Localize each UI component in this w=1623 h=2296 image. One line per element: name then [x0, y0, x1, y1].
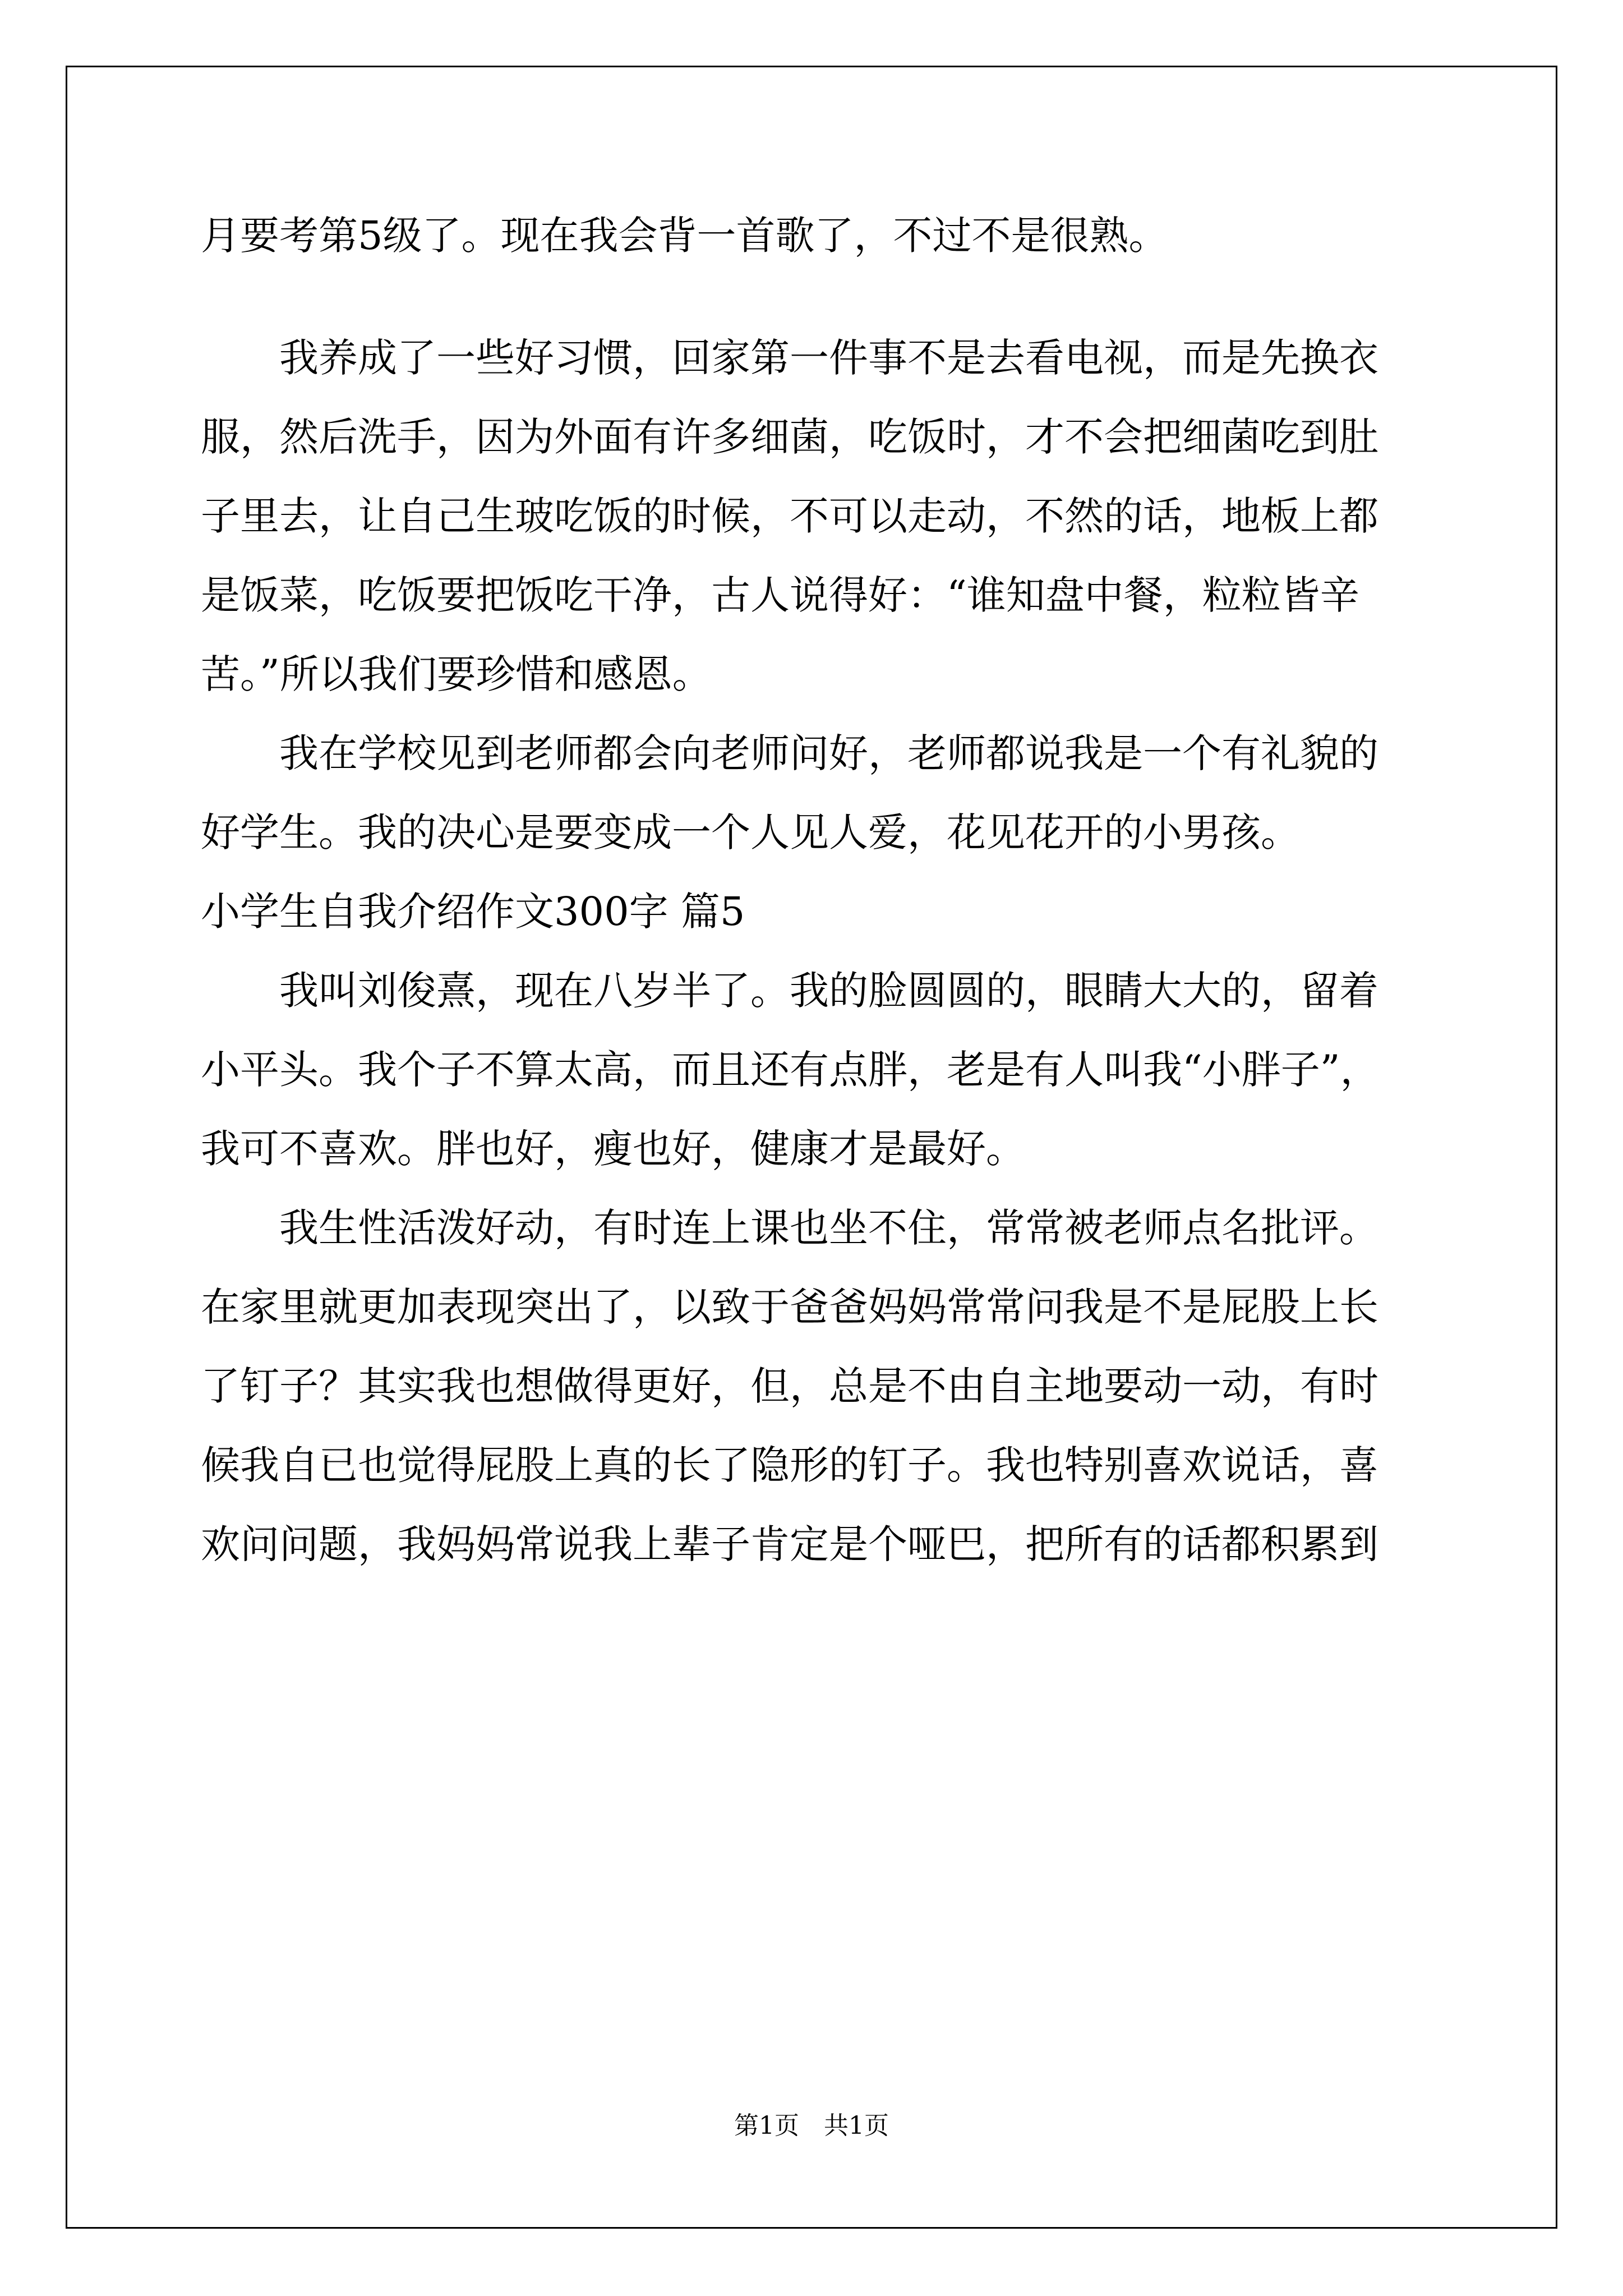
paragraph-first-line: 我生性活泼好动，有时连上课也坐不住，常常被老师点名批评。: [279, 1205, 1378, 1251]
text-line: 小平头。我个子不算太高，而且还有点胖，老是有人叫我“小胖子”，: [201, 1047, 1380, 1093]
text-line: 在家里就更加表现突出了，以致于爸爸妈妈常常问我是不是屁股上长: [201, 1284, 1378, 1330]
text-line: 苦。”所以我们要珍惜和感恩。: [201, 651, 712, 697]
paragraph-first-line: 我叫刘俊熹，现在八岁半了。我的脸圆圆的，眼睛大大的，留着: [279, 968, 1378, 1014]
text-line: 是饭菜，吃饭要把饭吃干净，古人说得好：“谁知盘中餐，粒粒皆辛: [201, 572, 1359, 618]
text-line: 欢问问题，我妈妈常说我上辈子肯定是个哑巴，把所有的话都积累到: [201, 1521, 1378, 1567]
text-line: 我可不喜欢。胖也好，瘦也好，健康才是最好。: [201, 1126, 1025, 1172]
paragraph-first-line: 我在学校见到老师都会向老师问好，老师都说我是一个有礼貌的: [279, 730, 1378, 776]
paragraph-first-line: 我养成了一些好习惯，回家第一件事不是去看电视，而是先换衣: [279, 335, 1378, 381]
text-line: 月要考第5级了。现在我会背一首歌了，不过不是很熟。: [201, 213, 1168, 259]
text-line: 子里去，让自己生玻吃饭的时候，不可以走动，不然的话，地板上都: [201, 493, 1378, 539]
text-line: 了钉子？其实我也想做得更好，但，总是不由自主地要动一动，有时: [201, 1363, 1378, 1409]
page-footer: 第1页 共1页: [734, 2111, 889, 2140]
text-line: 好学生。我的决心是要变成一个人见人爱，花见花开的小男孩。: [201, 809, 1300, 855]
text-line: 服，然后洗手，因为外面有许多细菌，吃饭时，才不会把细菌吃到肚: [201, 414, 1378, 460]
section-heading: 小学生自我介绍作文300字 篇5: [201, 889, 745, 935]
text-line: 候我自已也觉得屁股上真的长了隐形的钉子。我也特别喜欢说话，喜: [201, 1442, 1378, 1488]
